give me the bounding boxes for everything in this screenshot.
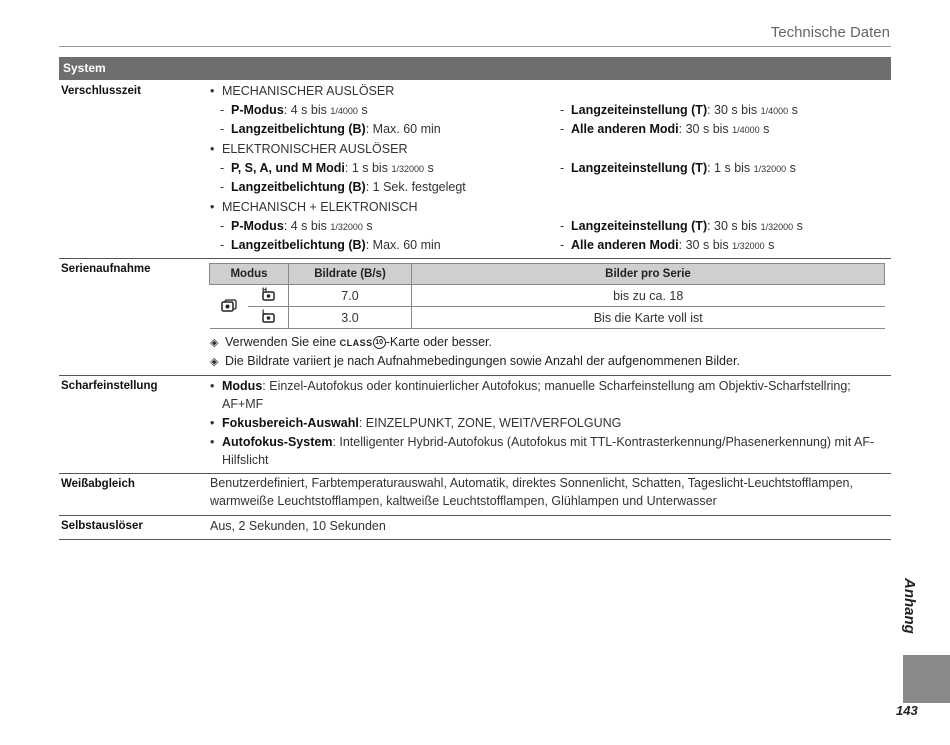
svg-text:H: H	[261, 287, 267, 294]
rate-cell: 7.0	[289, 285, 412, 307]
side-tab: Anhang	[901, 578, 918, 634]
table-row	[210, 307, 885, 329]
row-shutter	[59, 80, 891, 259]
focus-item: • Modus: Einzel-Autofokus oder kontinuierlicher Autofokus; manuelle Scharfeinstellung am Objektiv-Scharfstellring;	[210, 379, 851, 393]
row-label: Weißabgleich	[61, 478, 135, 490]
timer-value: Aus, 2 Sekunden, 10 Sekunden	[210, 519, 386, 533]
shutter-item: - P, S, A, und M Modi: 1 s bis 1/32000 s	[220, 161, 434, 175]
shutter-item: - Langzeitbelichtung (B): Max. 60 min	[220, 238, 441, 252]
wb-line: Benutzerdefiniert, Farbtemperaturauswahl, Automatik, direktes Sonnenlicht, Schatten, Tageslicht-Leuchtstofflampen,	[210, 476, 853, 490]
section-bar: System	[59, 57, 891, 80]
focus-item-cont: AF+MF	[222, 397, 264, 411]
wb-line: warmweiße Leuchtstofflampen, kaltweiße Leuchtstofflampen, Glühlampen und Unterwasser	[210, 494, 717, 508]
col-header: Bildrate (B/s)	[289, 264, 412, 285]
group-heading: • MECHANISCH + ELEKTRONISCH	[210, 200, 418, 214]
row-wb	[59, 473, 891, 516]
group-heading: • ELEKTRONISCHER AUSLÖSER	[210, 142, 408, 156]
count-cell: Bis die Karte voll ist	[412, 307, 885, 329]
note-icon: ◈	[210, 356, 219, 368]
page-number: 143	[896, 703, 918, 718]
shutter-item: - Langzeitbelichtung (B): 1 Sek. festgelegt	[220, 180, 466, 194]
row-label: Serienaufnahme	[61, 263, 151, 275]
low-speed-icon	[248, 307, 289, 329]
focus-item: • Fokusbereich-Auswahl: EINZELPUNKT, ZONE, WEIT/VERFOLGUNG	[210, 416, 622, 430]
class-number-icon: 10	[373, 336, 386, 349]
row-timer	[59, 515, 891, 540]
note-icon: ◈	[210, 337, 219, 349]
row-focus	[59, 375, 891, 474]
side-block	[903, 655, 950, 703]
rate-cell: 3.0	[289, 307, 412, 329]
tip-note: ◈ Die Bildrate variiert je nach Aufnahmebedingungen sowie Anzahl der aufgenommenen Bilder.	[210, 354, 740, 368]
row-continuous	[59, 258, 891, 376]
high-speed-icon	[248, 285, 289, 307]
shutter-item: - Langzeitbelichtung (B): Max. 60 min	[220, 122, 441, 136]
row-label: Selbstauslöser	[61, 520, 143, 532]
table-row	[210, 285, 885, 307]
shutter-item: - Langzeiteinstellung (T): 1 s bis 1/32000 s	[560, 161, 796, 175]
shutter-item: - Alle anderen Modi: 30 s bis 1/32000 s	[560, 238, 775, 252]
shutter-item: - Langzeiteinstellung (T): 30 s bis 1/4000 s	[560, 103, 798, 117]
group-heading: • MECHANISCHER AUSLÖSER	[210, 84, 395, 98]
tip-note: ◈ Verwenden Sie eine CLASS 10 -Karte oder besser.	[210, 335, 492, 349]
svg-text:L: L	[261, 309, 266, 316]
row-label: Verschlusszeit	[61, 85, 141, 97]
continuous-table	[209, 263, 885, 329]
header-rule	[59, 46, 891, 47]
shutter-item: - Langzeiteinstellung (T): 30 s bis 1/32000 s	[560, 219, 803, 233]
shutter-item: - Alle anderen Modi: 30 s bis 1/4000 s	[560, 122, 770, 136]
row-label: Scharfeinstellung	[61, 380, 158, 392]
col-header: Modus	[210, 264, 289, 285]
running-header: Technische Daten	[770, 24, 890, 41]
focus-item: • Autofokus-System: Intelligenter Hybrid-Autofokus (Autofokus mit TTL-Kontrasterkennung/Phasenerkennung) mit AF-	[210, 435, 875, 449]
col-header: Bilder pro Serie	[412, 264, 885, 285]
shutter-item: - P-Modus: 4 s bis 1/32000 s	[220, 219, 373, 233]
count-cell: bis zu ca. 18	[412, 285, 885, 307]
focus-item-cont: Hilfslicht	[222, 453, 269, 467]
shutter-item: - P-Modus: 4 s bis 1/4000 s	[220, 103, 368, 117]
class-logo: CLASS	[339, 338, 373, 348]
continuous-mode-icon	[210, 285, 248, 329]
